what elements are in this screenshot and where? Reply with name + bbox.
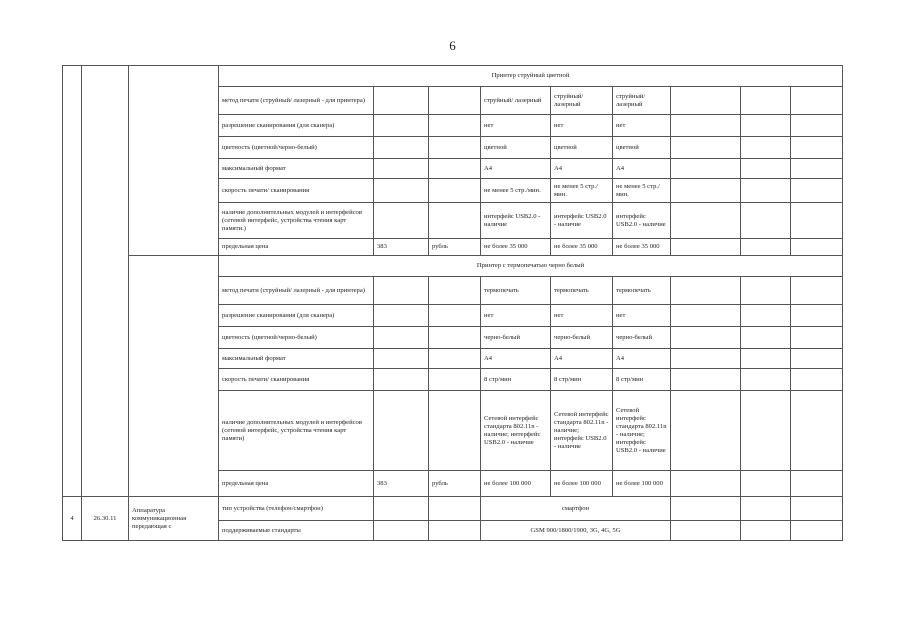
value-cell-3: не более 35 000 bbox=[613, 239, 671, 256]
empty-cell bbox=[791, 305, 843, 327]
value-cell-1: черно-белый bbox=[481, 327, 551, 349]
empty-cell bbox=[791, 349, 843, 369]
okei-code-cell bbox=[374, 327, 429, 349]
empty-cell bbox=[741, 137, 791, 159]
characteristic-label: цветность (цветной/черно-белый) bbox=[219, 137, 374, 159]
empty-cell bbox=[671, 369, 741, 391]
okpd-code: 26.30.11 bbox=[82, 497, 129, 541]
empty-cell bbox=[791, 87, 843, 115]
okei-code-cell bbox=[374, 203, 429, 239]
empty-cell bbox=[791, 391, 843, 471]
unit-cell bbox=[429, 87, 481, 115]
characteristic-label: метод печати (струйный/ лазерный - для принтера) bbox=[219, 277, 374, 305]
unit-cell bbox=[429, 369, 481, 391]
characteristic-label: максимальный формат bbox=[219, 349, 374, 369]
value-cell-3: не менее 5 стр./мин. bbox=[613, 179, 671, 203]
characteristic-label: максимальный формат bbox=[219, 159, 374, 179]
empty-cell bbox=[671, 391, 741, 471]
empty-cell bbox=[791, 277, 843, 305]
value-cell-merged: смартфон bbox=[481, 497, 671, 521]
value-cell-1: нет bbox=[481, 115, 551, 137]
item-number-cell bbox=[63, 66, 82, 497]
okei-code-cell bbox=[374, 521, 429, 541]
value-cell-2: нет bbox=[551, 305, 613, 327]
value-cell-3: струйный/ лазерный bbox=[613, 87, 671, 115]
okei-code-cell bbox=[374, 305, 429, 327]
value-cell-3: термопечать bbox=[613, 277, 671, 305]
empty-cell bbox=[741, 521, 791, 541]
empty-cell bbox=[671, 179, 741, 203]
page-number: 6 bbox=[449, 38, 456, 53]
empty-cell bbox=[671, 115, 741, 137]
empty-cell bbox=[741, 277, 791, 305]
characteristic-label: предельная цена bbox=[219, 471, 374, 497]
value-cell-2: А4 bbox=[551, 349, 613, 369]
empty-cell bbox=[671, 327, 741, 349]
empty-cell bbox=[791, 471, 843, 497]
unit-cell bbox=[429, 203, 481, 239]
empty-cell bbox=[791, 521, 843, 541]
characteristic-label: скорость печати/ сканирования bbox=[219, 369, 374, 391]
empty-cell bbox=[741, 159, 791, 179]
empty-cell bbox=[671, 87, 741, 115]
empty-cell bbox=[791, 327, 843, 349]
characteristic-label: тип устройства (телефон/смартфон) bbox=[219, 497, 374, 521]
value-cell-1: не менее 5 стр./мин. bbox=[481, 179, 551, 203]
unit-cell bbox=[429, 349, 481, 369]
value-cell-2: интерфейс USB2.0 - наличие bbox=[551, 203, 613, 239]
empty-cell bbox=[671, 305, 741, 327]
value-cell-3: нет bbox=[613, 115, 671, 137]
characteristic-label: цветность (цветной/черно-белый) bbox=[219, 327, 374, 349]
okei-code-cell: 383 bbox=[374, 471, 429, 497]
value-cell-2: Сетевой интерфейс стандарта 802.11n - наличие; интерфейс USB2.0 - наличие bbox=[551, 391, 613, 471]
item-number: 4 bbox=[63, 497, 82, 541]
okei-code-cell bbox=[374, 349, 429, 369]
value-cell-1: А4 bbox=[481, 159, 551, 179]
unit-cell bbox=[429, 277, 481, 305]
value-cell-1: термопечать bbox=[481, 277, 551, 305]
characteristic-label: разрешение сканирования (для сканера) bbox=[219, 305, 374, 327]
empty-cell bbox=[671, 521, 741, 541]
empty-cell bbox=[671, 349, 741, 369]
unit-cell bbox=[429, 115, 481, 137]
empty-cell bbox=[791, 239, 843, 256]
okei-code-cell bbox=[374, 369, 429, 391]
value-cell-1: интерфейс USB2.0 - наличие bbox=[481, 203, 551, 239]
section-header: Принтер струйный цветной bbox=[219, 66, 843, 87]
okei-code-cell bbox=[374, 391, 429, 471]
characteristic-label: скорость печати/ сканирования bbox=[219, 179, 374, 203]
value-cell-2: термопечать bbox=[551, 277, 613, 305]
characteristic-label: разрешение сканирования (для сканера) bbox=[219, 115, 374, 137]
empty-cell bbox=[741, 327, 791, 349]
value-cell-2: цветной bbox=[551, 137, 613, 159]
unit-cell bbox=[429, 521, 481, 541]
unit-cell bbox=[429, 137, 481, 159]
unit-cell bbox=[429, 327, 481, 349]
okei-code-cell bbox=[374, 159, 429, 179]
value-cell-2: не менее 5 стр./мин. bbox=[551, 179, 613, 203]
section-header: Принтер с термопечатью черно белый bbox=[219, 256, 843, 277]
empty-cell bbox=[671, 203, 741, 239]
value-cell-3: Сетевой интерфейс стандарта 802.11n - наличие; интерфейс USB2.0 - наличие bbox=[613, 391, 671, 471]
empty-cell bbox=[741, 349, 791, 369]
unit-cell: рубль bbox=[429, 239, 481, 256]
empty-cell bbox=[671, 137, 741, 159]
item-name-cell bbox=[129, 256, 219, 497]
empty-cell bbox=[671, 239, 741, 256]
empty-cell bbox=[791, 203, 843, 239]
unit-cell bbox=[429, 305, 481, 327]
value-cell-2: черно-белый bbox=[551, 327, 613, 349]
table-row bbox=[63, 497, 843, 521]
unit-cell bbox=[429, 497, 481, 521]
value-cell-3: А4 bbox=[613, 159, 671, 179]
empty-cell bbox=[741, 115, 791, 137]
empty-cell bbox=[741, 471, 791, 497]
empty-cell bbox=[791, 369, 843, 391]
characteristic-label: предельная цена bbox=[219, 239, 374, 256]
empty-cell bbox=[741, 497, 791, 521]
empty-cell bbox=[741, 203, 791, 239]
value-cell-3: черно-белый bbox=[613, 327, 671, 349]
characteristic-label: наличие дополнительных модулей и интерфейсов (сетевой интерфейс, устройства чтения карт памяти.) bbox=[219, 203, 374, 239]
empty-cell bbox=[671, 277, 741, 305]
empty-cell bbox=[791, 497, 843, 521]
characteristic-label: метод печати (струйный/ лазерный - для принтера) bbox=[219, 87, 374, 115]
value-cell-1: Сетевой интерфейс стандарта 802.11n - наличие; интерфейс USB2.0 - наличие bbox=[481, 391, 551, 471]
unit-cell bbox=[429, 179, 481, 203]
value-cell-2: 8 стр/мин bbox=[551, 369, 613, 391]
value-cell-1: не более 100 000 bbox=[481, 471, 551, 497]
unit-cell bbox=[429, 159, 481, 179]
empty-cell bbox=[791, 179, 843, 203]
value-cell-1: струйный/ лазерный bbox=[481, 87, 551, 115]
value-cell-3: 8 стр/мин bbox=[613, 369, 671, 391]
value-cell-3: интерфейс USB2.0 - наличие bbox=[613, 203, 671, 239]
okei-code-cell bbox=[374, 179, 429, 203]
value-cell-3: нет bbox=[613, 305, 671, 327]
value-cell-1: А4 bbox=[481, 349, 551, 369]
empty-cell bbox=[741, 87, 791, 115]
empty-cell bbox=[741, 179, 791, 203]
okei-code-cell: 383 bbox=[374, 239, 429, 256]
value-cell-2: не более 35 000 bbox=[551, 239, 613, 256]
value-cell-merged: GSM 900/1800/1900, 3G, 4G, 5G bbox=[481, 521, 671, 541]
empty-cell bbox=[671, 471, 741, 497]
value-cell-2: не более 100 000 bbox=[551, 471, 613, 497]
specification-table bbox=[62, 65, 843, 541]
value-cell-1: цветной bbox=[481, 137, 551, 159]
value-cell-1: 8 стр/мин bbox=[481, 369, 551, 391]
value-cell-3: цветной bbox=[613, 137, 671, 159]
value-cell-3: не более 100 000 bbox=[613, 471, 671, 497]
characteristic-label: поддерживаемые стандарты bbox=[219, 521, 374, 541]
empty-cell bbox=[741, 369, 791, 391]
empty-cell bbox=[741, 239, 791, 256]
okei-code-cell bbox=[374, 137, 429, 159]
item-code-cell bbox=[82, 66, 129, 497]
item-name-cell bbox=[129, 66, 219, 256]
value-cell-2: А4 bbox=[551, 159, 613, 179]
value-cell-3: А4 bbox=[613, 349, 671, 369]
okei-code-cell bbox=[374, 277, 429, 305]
unit-cell: рубль bbox=[429, 471, 481, 497]
value-cell-2: струйный/ лазерный bbox=[551, 87, 613, 115]
item-name: Аппаратура коммуникационная передающая с bbox=[129, 497, 219, 541]
okei-code-cell bbox=[374, 87, 429, 115]
unit-cell bbox=[429, 391, 481, 471]
section-header-row bbox=[63, 256, 843, 277]
empty-cell bbox=[671, 159, 741, 179]
value-cell-1: нет bbox=[481, 305, 551, 327]
empty-cell bbox=[741, 305, 791, 327]
section-header-row bbox=[63, 66, 843, 87]
okei-code-cell bbox=[374, 115, 429, 137]
okei-code-cell bbox=[374, 497, 429, 521]
value-cell-1: не более 35 000 bbox=[481, 239, 551, 256]
empty-cell bbox=[791, 159, 843, 179]
characteristic-label: наличие дополнительных модулей и интерфейсов (сетевой интерфейс, устройства чтения карт памяти) bbox=[219, 391, 374, 471]
empty-cell bbox=[741, 391, 791, 471]
value-cell-2: нет bbox=[551, 115, 613, 137]
empty-cell bbox=[791, 115, 843, 137]
empty-cell bbox=[791, 137, 843, 159]
empty-cell bbox=[671, 497, 741, 521]
